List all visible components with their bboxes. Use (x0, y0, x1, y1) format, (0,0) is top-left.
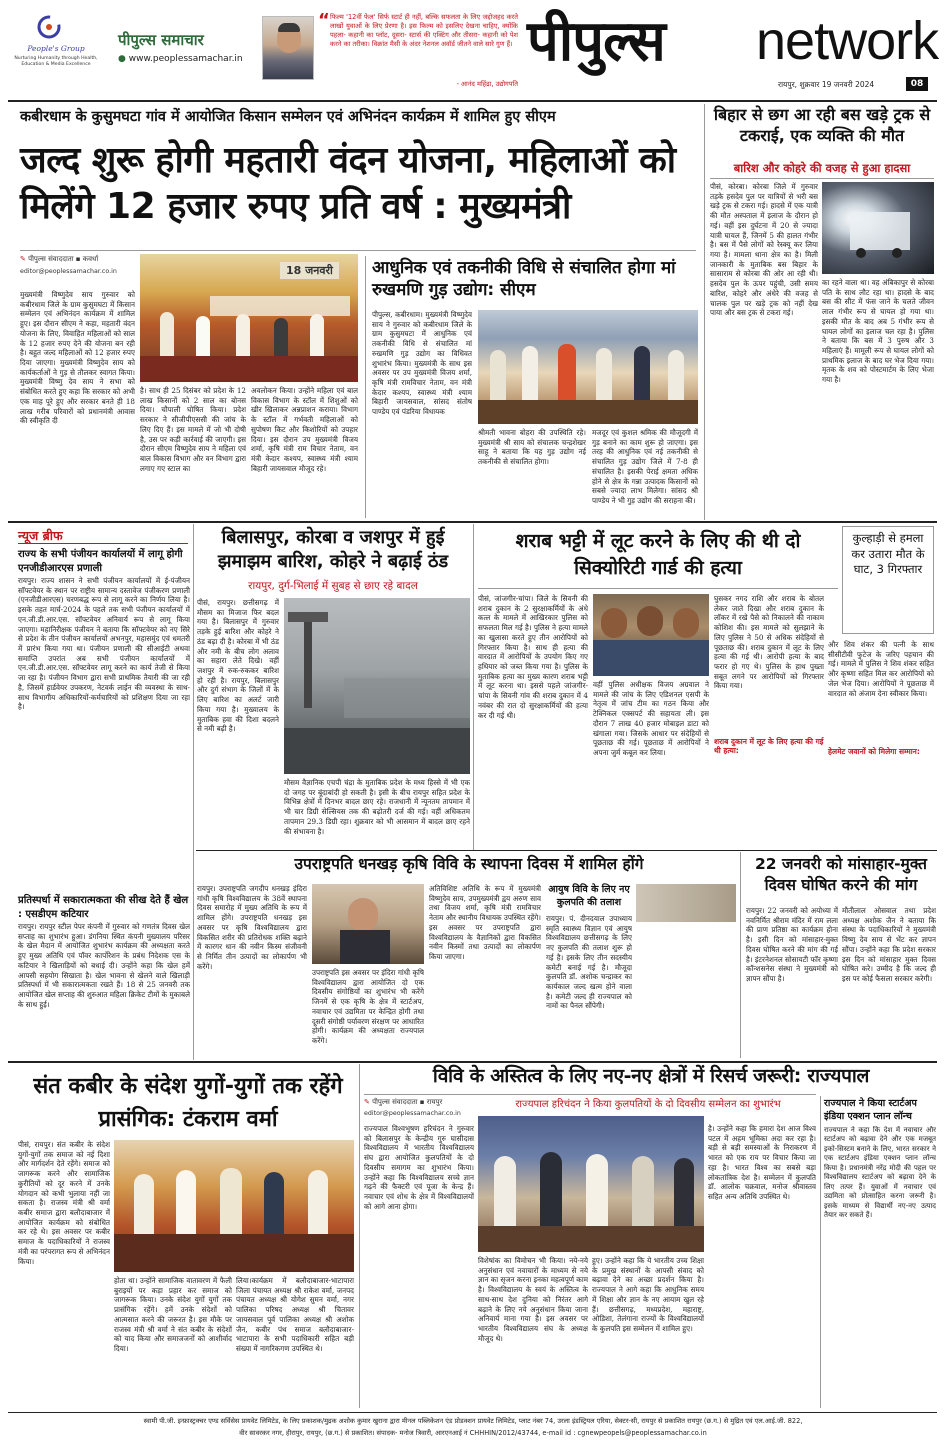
anand-mahindra-photo (262, 16, 314, 80)
vp-photo (312, 884, 424, 964)
rain-column-1: पीसं, रायपुर। छत्तीसगढ़ में मौसम का मिजाज फिर बदल गया है। बिलासपुर में गुरुवार तड़के हुई बारिश और कोहरे ने ठंड बढ़ा दी है। कोरबा में भी ठंड और नमी के बीच लोग अलाव का सहारा लेते दिखे। वहीं जशपुर में रुक-रुककर बारिश हो रही है। रायपुर, बिलासपुर और दुर्ग संभाग के जिलों में के लिए बारिश का अलर्ट जारी किया गया है। मुख्यालय के मुताबिक हवा की दिशा बदलने से नमी बढ़ी है। (197, 598, 279, 734)
rain-divider (473, 524, 474, 850)
univ-column-2: विशेषांक का विमोचन भी किया। नये-नये अनुसंधान एवं नवाचारों के माध्यम से नये ज्ञान का सृजन करना इनका महत्वपूर्ण काम है। विश्वविद्यालय के स्वयं के अस्तित्व के साथ-साथ देश दुनिया को निरंतर आगे बढ़ाने के लिए नये अनुसंधान किया जाना अनिवार्य माना गया है। इस अवसर पर भारतीय विश्वविद्यालय संघ के अध्यक्ष मौजूद थे। (478, 1256, 588, 1343)
kabir-column-1: पीसं, रायपुर। संत कबीर के संदेश युगों-युगों तक समाज को नई दिशा और मार्गदर्शन देते रहेंगे। समाज को जागरूक करने और सामाजिक कुरीतियों को दूर करने में उनके योगदान को कभी भुलाया नहीं जा सकता है। राजस्व मंत्री श्री वर्मा कबीर समाज द्वारा बलौदाबाजार में आयोजित कार्यक्रम को संबोधित कर रहे थे। इस अवसर पर कबीर समाज के पदाधिकारियों ने राजस्व मंत्री का परंपरागत रूप से अभिनंदन किया। (18, 1140, 110, 1266)
axe-box (842, 526, 934, 634)
lead-column-2: है। साथ ही 25 दिसंबर को प्रदेश के 12 लाख किसानों को 2 साल का बोनस दिया। चौपाली घोषित किया। प्रदेश सरकार ने सीजीपीएससी की जांच के लिए दिए हैं। इस मामले में जो भी दोषी है, उस पर कड़ी कार्रवाई की जाएगी। इस दौरान सीएम विष्णुदेव साय ने महिला एवं बाल विकास विभाग और वन विभाग द्वारा लगाए गए स्टाल का (140, 386, 246, 473)
group-tagline: Nurturing Humanity through Health, Education & Media Excellence (14, 56, 98, 67)
peoples-group-logo (36, 14, 62, 40)
liquor-accused-photo (593, 594, 709, 676)
kabir-headline: संत कबीर के संदेश युगों-युगों तक रहेंगे प्रासंगिक: टंकराम वर्मा (33, 1074, 343, 1132)
ayush-body: रायपुर। पं. दीनदयाल उपाध्याय स्मृति स्वास्थ्य विज्ञान एवं आयुष विश्वविद्यालय छत्तीसगढ़ के लिए नए कुलपति की तलाश शुरू हो गई है। इसके लिए तीन सदस्यीय कमेटी बनाई गई है। मौजूदा कुलपति डॉ. अशोक चन्द्राकर का कार्यकाल जल्द खत्म होने वाला है। कमेटी जल्द ही राज्यपाल को नामों का पैनल सौंपेगी। (546, 914, 632, 1011)
startup-divider (820, 1096, 821, 1408)
dateline: रायपुर, शुक्रवार 19 जनवरी 2024 (778, 80, 875, 89)
brief-headline-2: प्रतिस्पर्धा में सकारात्मकता की सीख देते हैं खेल : एसडीएम कटियार (18, 895, 189, 920)
univ-byline: ✎ पीपुल्स संवाददाता ▪ रायपुर (364, 1098, 443, 1106)
truck-headline: बिहार से छग आ रही बस खड़े ट्रक से टकराई, एक व्यक्ति की मौत (713, 105, 931, 145)
quote-author: - आनंद महिंद्रा, उद्योगपति (456, 80, 518, 88)
kabir-column-3: लिया।कार्यक्रम में बलौदाबाजार-भाटापारा जिला पंचायत अध्यक्ष श्री राकेश वर्मा, जनपद पंचायत अध्यक्ष श्री योगेश सुमन वर्मा, नगर पालिका परिषद अध्यक्ष श्री चितावर जायसवाल पूर्व पालिका अध्यक्ष श्री अशोक जैन, कबीर पंथ समाज बलौदाबाजार-भाटापारा के सभी पदाधिकारी सहित बड़ी संख्या में नागरिकगण उपस्थित थे। (236, 1276, 354, 1354)
univ-subhead: राज्यपाल हरिचंदन ने किया कुलपतियों के दो दिवसीय सम्मेलन का शुभारंभ (515, 1099, 781, 1110)
univ-byline-name: पीपुल्स संवाददाता (372, 1098, 418, 1106)
univ-column-4: है। उन्होंने कहा कि हमारा देश आज विश्व पटल में अहम भूमिका अदा कर रहा है। बड़ी से बड़ी समस्याओं के निराकरण में भारत को एक राय पर विचार किया जा रहा है। भारत विश्व का सबसे बड़ा लोकतांत्रिक देश है। सम्मेलन में कुलपति डॉ. आलोक चक्रवाल, मनोज श्रीवास्तव सहित अन्य अतिथि उपस्थित थे। (708, 1124, 816, 1202)
univ-rule (364, 1094, 816, 1095)
lead-headline: जल्द शुरू होगी महतारी वंदन योजना, महिलाओं को मिलेंगे 12 हजार रुपए प्रति वर्ष : मुख्यमंत्री (20, 140, 676, 228)
pen-icon: ✎ (364, 1098, 370, 1106)
footer-imprint-2: वीर सावरकर नगर, हीरापुर, रायपुर, (छ.ग.) से प्रकाशित। संपादक- मनोज त्रिवारी, आरएनआई नं CHHHIN/2012/43744, e-mail id : cgnewpeopels@peoplessamachar.co.in (239, 1429, 707, 1437)
axe-headline: कुल्हाड़ी से हमला कर उतारा मौत के घाट, 3 गिरफ्तार (851, 531, 925, 577)
lead-photo-banner: 18 जनवरी (280, 262, 339, 279)
lead-kicker: कबीरधाम के कुसुमघटा गांव में आयोजित किसान सम्मेलन एवं अभिनंदन कार्यक्रम में शामिल हुए सीएम (20, 109, 556, 125)
vp-headline: उपराष्ट्रपति धनखड़ कृषि विवि के स्थापना दिवस में शामिल होंगे (294, 855, 644, 873)
row3-rule (8, 1061, 937, 1063)
vp-column-2: उपराष्ट्रपति इस अवसर पर इंदिरा गांधी कृषि विश्वविद्यालय द्वारा आयोजित दो एक दिवसीय संगोष्ठियों का शुभारंभ भी करेंगे जिनमें से एक कृषि के क्षेत्र में स्टार्टअप, नवाचार एवं उद्यमिता पर केन्द्रित होगी तथा दूसरी संगोष्ठी पर्यावरण संरक्षण पर आधारित होगी। कार्यक्रम की अध्यक्षता राज्यपाल करेंगे। (312, 968, 424, 1046)
liquor-rule (478, 588, 838, 589)
footer-imprint-1: स्वामी पी.जी. इन्फ्रास्ट्रक्चर एण्ड सर्विसेस प्रायवेट लिमिटेड, के लिए प्रकाशक/मुद्रक अशोक कुमार खुराना द्वारा मीनल पब्लिकेशन एंड प्रोडक्शन प्रायवेट लिमिटेड, प्लाट नंबर 74, उरला इंडस्ट्रियल एरिया, सेक्टर-सी, रायपुर से प्रकाशित रायपुर (छ.ग.) से मुद्रित एवं एल.आई.जी. 822, (143, 1417, 803, 1425)
news-brief-label: न्यूज ब्रीफ (18, 528, 63, 543)
featured-quote: फिल्म '12वीं फेल' सिर्फ स्टार्ट ही नहीं, बल्कि सफलता के लिए जद्दोजहद करते लाखों युवाओं के लिए प्रेरणा है। इस फिल्म को इसलिए देखना चाहिए, क्योंकि पहला- कहानी का प्लॉट, दूसरा- स्टार्स की एक्टिंग और तीसरा- कहानी को पेश करने का तरीका। विक्रांत मैसी के अंदर नेशनल अवॉर्ड जीतने वाले सारे गुण हैं। (330, 13, 518, 48)
gud-photo (478, 310, 698, 424)
vp-column-3: अतिविशिष्ट अतिथि के रूप में मुख्यमंत्री विष्णुदेव साय, उपमुख्यमंत्री द्वय अरुण साव तथा विजय शर्मा, कृषि मंत्री रामविचार नेताम और स्थानीय विधायक उपस्थित रहेंगे। इस अवसर पर उपराष्ट्रपति द्वारा विश्वविद्यालय के वैज्ञानिकों द्वारा विकसित नवीन किस्मों तथा उत्पादों का लोकार्पण किया जाएगा। (429, 884, 541, 962)
brief-divider (193, 524, 194, 1060)
row2-rule (196, 850, 937, 851)
right-column-divider (704, 104, 705, 520)
lead-rule (20, 250, 696, 251)
brief-headline-1: राज्य के सभी पंजीयन कार्यालयों में लागू होगी एनजीडीआरएस प्रणाली (18, 549, 183, 574)
univ-column-1: राज्यपाल विश्वभूषण हरिचंदन ने गुरुवार को बिलासपुर के केन्द्रीय गुरु घासीदास विश्वविद्यालय में भारतीय विश्वविद्यालय संघ द्वारा आयोजित कुलपतियों के दो दिवसीय समागम का शुभारंभ किया। उन्होंने कहा कि विश्वविद्यालय सच्चे ज्ञान गढ़ने की फैक्टरी एवं पूजा के केन्द्र हैं। नवाचार एवं शोध के क्षेत्र में विश्वविद्यालयों को आगे आना होगा। (364, 1124, 474, 1211)
brief-body-2: रायपुर। रायपुर स्टील पेपर कंपनी में गुरुवार को गणतंत्र दिवस खेल सप्ताह का शुभारंभ हुआ। डंगनिया स्थित कंपनी मुख्यालय परिसर के खेल मैदान में आयोजित शुभारंभ कार्यक्रम की अध्यक्षता करते हुए मुख्य अतिथि एवं पॉवर कार्पोरेशन के प्रबंध निदेशक एस के कटियार ने खिलाड़ियों को बधाई दी। उन्होंने कहा कि खेल हमें आपसी सहयोग सिखाता है। खेल भावना से खेलने वाले खिलाड़ी प्रतिस्पर्धा में भी सकारात्मकता रखते हैं। 18 से 25 जनवरी तक आयोजित खेल सप्ताह की शुरुआत महिला क्रिकेट टीमों के मुकाबले के साथ हुई। (18, 922, 190, 1009)
truck-rule (710, 178, 934, 179)
lead-photo (140, 254, 358, 382)
kabir-photo (114, 1140, 354, 1272)
page-number: 08 (906, 77, 928, 91)
kabir-column-2: होता था। उन्होंने सामाजिक वातावरण में फैली बुराइयों पर कड़ा प्रहार कर समाज को जागरूक किया। उनके संदेश युगों युगों तक प्रासंगिक रहेंगे। हमें उनके संदेशों को आत्मसात करने की जरूरत है। इस मौके पर राजस्व मंत्री श्री वर्मा ने संत कबीर के संदेशों को याद किया और समाजजनों को आशीर्वाद दिया। (114, 1276, 232, 1354)
network-title-english: network (756, 11, 939, 71)
univ-byline-place: रायपुर (426, 1098, 443, 1106)
lead-column-1: मुख्यमंत्री विष्णुदेव साय गुरुवार को कबीरधाम जिले के ग्राम कुसुमघटा में किसान सम्मेलन एवं अभिनंदन कार्यक्रम में शामिल हुए। इस दौरान सीएम ने कहा, महतारी वंदन योजना के लिए, विवाहित महिलाओं को साल के 12 हजार रुपए देने की योजना बन रही है। बहुत जल्द महिलाओं को 12 हजार रुपए दिया जाएगा। मुख्यमंत्री विष्णुदेव साय को कार्यकर्ताओं ने गुड़ से तौलकर स्वागत किया। मुख्यमंत्री विष्णु देव साय ने सभा को संबोधित करते हुए कहा कि सरकार को अभी एक माह पूरे हुए और सरकार बनते ही 18 लाख गरीब परिवारों को प्रधानमंत्री आवास की स्वीकृति दी (20, 290, 135, 426)
liquor-subhead-1: शराब दुकान में लूट के लिए हत्या की गई थी हत्या: (714, 737, 824, 755)
samachar-website[interactable] (118, 54, 243, 64)
liquor-column-4: और शिव शंकर की पत्नी के साथ सीसीटीवी फुटेज के जरिए पहचान की गई। मामले में पुलिस ने शिव शंकर सहित और कृष्णा सहित मिल कर आरोपियों को जेल भेज दिया। आरोपियों ने पूछताछ में वारदात को अंजाम देना स्वीकार किया। (828, 640, 934, 698)
gud-column-1: पीपुल्स, कबीरधाम। मुख्यमंत्री विष्णुदेव साय ने गुरुवार को कबीरधाम जिले के ग्राम कुसुमघटा में आधुनिक एवं तकनीकी विधि से संचालित मां रुखमणि गुड़ उद्योग का विधिवत शुभारंभ किया। मुख्यमंत्री के साथ इस अवसर पर उप मुख्यमंत्री विजय शर्मा, कृषि मंत्री रामविचार नेताम, वन मंत्री केदार कश्यप, स्वास्थ्य मंत्री श्याम बिहारी जायसवाल, सांसद संतोष पाण्डेय एवं पंडरिया विधायक (372, 310, 472, 417)
gud-divider (365, 256, 366, 518)
peoples-group-name: People's Group (27, 44, 85, 53)
rain-subhead: रायपुर, दुर्ग-भिलाई में सुबह से छाए रहे बादल (248, 580, 418, 592)
liquor-headline: शराब भट्टी में लूट करने के लिए की थी दो सिक्योरिटी गार्ड की हत्या (515, 530, 801, 579)
liquor-subhead-2: हेलमेट जवानों को मिलेगा सम्मान: (828, 747, 920, 756)
quote-mark-icon: “ (318, 10, 330, 31)
liquor-column-1: पीसं, जांजगीर-चांपा। जिले के सिवनी की शराब दुकान के 2 सुरक्षाकर्मियों के अंधे कत्ल के मामले में आखिरकार पुलिस को सफलता मिल गई है। पुलिस ने हत्या मामले का खुलासा करते हुए तीन आरोपियों को गिरफ्तार किया है। साथ ही हत्या की वारदात में आरोपियों के उपयोग किए गए हथियार को जब्त किया गया है। पुलिस के मुताबिक हत्या का मुख्य कारण शराब भट्टी में लूट करना था। इससे पहले जांजगीर-चांपा के सिवनी गांव की शराब दुकान में 4 नवंबर की रात दो सुरक्षाकर्मियों की हत्या कर दी गई थी। (478, 594, 588, 720)
gud-column-3: मजदूर एवं कुशल श्रमिक की मौजूदगी में गुड़ बनाने का काम शुरू हो जाएगा। इस तरह की आधुनिक एवं नई तकनीकी से संचालित गुड़ उद्योग जिले में 7-8 ही संचालित है। इसकी पेराई क्षमता अधिक होने से क्षेत्र के गन्ना उत्पादक किसानों को सबसे ज्यादा लाभ मिलेगा। सांसद श्री पाण्डेय ने भी गुड़ उद्योग की सराहना की। (592, 428, 698, 506)
lead-column-3: अवलोकन किया। उन्होंने महिला एवं बाल विकास विभाग के स्टॉल में शिशुओं को खीर खिलाकर अन्नप्राशन कराया। विभाग के स्टॉल में गर्भवती महिलाओं को सुपोषण किट और किशोरियों को उपहार दिया। इस दौरान उप मुख्यमंत्री विजय शर्मा, कृषि मंत्री राम विचार नेताम, वन मंत्री केदार कश्यप, स्वास्थ्य मंत्री श्याम बिहारी जायसवाल मौजूद रहे। (251, 386, 358, 473)
lead-byline: ✎ पीपुल्स संवाददाता ▪ कवर्धा (20, 255, 99, 263)
univ-column-3: हुए। उन्होंने कहा कि ये भारतीय उच्च शिक्षा के प्रमुख संस्थानों के आपसी संवाद को बढ़ावा देने का अच्छा प्रदर्शन किया है। राज्यपाल ने आगे कहा कि आधुनिक समय में शिक्षा और ज्ञान के नए आयाम खुल रहे हैं। छत्तीसगढ़, मध्यप्रदेश, महाराष्ट्र, ओडिशा, तेलंगाना राज्यों के विश्वविद्यालयों के कुलपति इस सम्मेलन में शामिल हुए। (592, 1256, 704, 1334)
footer-rule (8, 1412, 937, 1413)
nonveg-headline: 22 जनवरी को मांसाहार-मुक्त दिवस घोषित करने की मांग (755, 855, 927, 894)
univ-email[interactable]: editor@peoplessamachar.co.in (364, 1110, 461, 1117)
kabir-divider (359, 1064, 360, 1408)
truck-column-1: पीसं, कोरबा। कोरबा जिले में गुरुवार तड़के हसदेव पुल पर यात्रियों से भरी बस खड़े ट्रक से टकरा गई। हादसे में एक यात्री की मौत अस्पताल में इलाज के दौरान हो गई। वहीं इस दुर्घटना में 20 से ज्यादा यात्री घायल हैं, जिनमें 5 की हालत गंभीर है। बस में पैसे लोगों को रेस्क्यू कर लिया गया है। मामला थाना क्षेत्र का है। मिली जानकारी के मुताबिक बस बिहार के सासाराम से कोरबा की ओर आ रही थी। हसदेव पुल के ऊपर पहुंची, उसी समय बारिश, कोहरे और अंधेरे की वजह से चालक पुल पर खड़े ट्रक को नहीं देख पाया और बस ट्रक से टकरा गई। (710, 182, 818, 318)
startup-body: राज्यपाल ने कहा कि देश में नवाचार और स्टार्टअप को बढ़ावा देने और एक मजबूत इको-सिस्टम बनाने के लिए, भारत सरकार ने एक स्टार्टअप इंडिया एक्शन प्लान लॉन्च किया है। प्रधानमंत्री नरेंद्र मोदी की पहल पर विश्वविद्यालय स्टार्टअप को बढ़ावा देने के लिए तत्पर हैं। युवाओं में नवाचार एवं उद्यमिता को प्रोत्साहित करना जरूरी है। इसके माध्यम से विद्यार्थी नए-नए उत्पाद तैयार कर सकते हैं। (824, 1126, 936, 1219)
network-title-hindi: पीपुल्स (527, 9, 665, 74)
liquor-column-3: घुसकर नगद राशि और शराब के बोतल लेकर जाते दिखा और शराब दुकान के लॉकर में रखे पैसे को निकालने की नाकाम कोशिश की। इस मामले को सुलझाने के लिए पुलिस ने 50 से अधिक संदेहियों से पूछताछ की। शराब दुकान में लूट के लिए हत्या की गई थी। आरोपी हत्या के बाद फरार हो गए थे। पुलिस के हाथ पुख्ता सबूत लगने पर आरोपियों को गिरफ्तार किया गया। (714, 594, 824, 691)
gud-photo-caption: श्रीमती भावना बोहरा की उपस्थिति रहे। मुख्यमंत्री श्री साय को संचालक चन्द्रशेखर साहू ने बताया कि यह गुड़ उद्योग नई तकनीकी से संचालित होगा। (478, 428, 586, 467)
truck-column-2: का रहने वाला था। वह अंबिकापुर से कोरबा पति के साथ लौट रहा था। हादसे के बाद बस की सीट में फंस जाने के चलते जीवन लाल गंभीर रूप से घायल हो गया था। इसकी मौत के बाद अब 5 गंभीर रूप से घायल लोगों का इलाज चल रहा है। पुलिस ने बताया कि बस में 3 पुरुष और 3 महिलाएं हैं। मामूली रूप से घायल लोगों को प्राथमिक इलाज के बाद घर भेज दिया गया। मृतक के शव को पोस्टमार्टम के लिए भेजा गया है। (822, 278, 934, 385)
startup-headline: राज्यपाल ने किया स्टार्टअप इंडिया एक्शन प्लान लॉन्च (824, 1098, 917, 1122)
peoples-group-emblem-icon (36, 14, 62, 40)
ayush-photo (636, 884, 736, 922)
univ-headline: विवि के अस्तित्व के लिए नए-नए क्षेत्रों में रिसर्च जरूरी: राज्यपाल (432, 1065, 870, 1087)
vp-divider (740, 852, 741, 1058)
univ-photo (478, 1116, 704, 1252)
rain-headline: बिलासपुर, कोरबा व जशपुर में हुई झमाझम बारिश, कोहरे ने बढ़ाई ठंड (217, 527, 449, 572)
ayush-headline: आयुष विवि के लिए नए कुलपति की तलाश (548, 884, 630, 908)
truck-subhead: बारिश और कोहरे की वजह से हुआ हादसा (733, 161, 911, 175)
lead-email[interactable]: editor@peoplessamachar.co.in (20, 268, 117, 275)
masthead (0, 0, 945, 106)
liquor-column-2: वहीं पुलिस अधीक्षक विजय अग्रवाल ने मामले की जांच के लिए एडिशनल एसपी के नेतृत्व में जांच टीम का गठन किया और टेक्निकल एक्सपर्ट की सहायता ली। इस दौरान 7 लाख 40 हजार मोबाइल डाटा को खंगाला गया। जिसके आधार पर संदेहियों से पूछताछ की गई। पूछताछ में आरोपियों ने अपना जुर्म कबूल कर लिया। (593, 680, 709, 758)
nonveg-column-2: मौतीलाल ओसवाल तथा प्रदेश अध्यक्ष अशोक जैन ने बताया कि संस्था के पदाधिकारियों ने मुख्यमंत्री विष्णु देव साय से भेंट कर ज्ञापन सौंपा। उन्होंने कहा कि प्रदेश सरकार इस दिन को मांसाहार मुक्त दिवस घोषित करे। उम्मीद है कि जल्द ही इस पर कोई फैसला सरकार करेगी। (842, 906, 936, 984)
masthead-rule (8, 100, 937, 102)
pen-icon: ✎ (20, 255, 26, 263)
truck-photo (822, 182, 934, 274)
globe-icon: ● (118, 54, 126, 64)
rain-column-2: मौसम वैज्ञानिक एचपी चंद्रा के मुताबिक प्रदेश के मध्य हिस्से में भी एक दो जगह पर बूंदाबांदी हो सकती है। इसी के बीच रायपुर सहित प्रदेश के विभिन्न क्षेत्रों में दिनभर बादल छाए रहे। राजधानी में न्यूनतम तापमान में भी चार डिग्री सेल्सियस तक की बढ़ोतरी दर्ज की गई। वहीं अधिकतम तापमान 29.3 डिग्री रहा। शुक्रवार को भी आसमान में बादल छाए रहने की संभावना है। (284, 778, 470, 836)
gud-headline: आधुनिक एवं तकनीकी विधि से संचालित होगा मां रुखमणि गुड़ उद्योग: सीएम (372, 258, 676, 301)
lead-byline-place: कवर्धा (82, 255, 99, 263)
nonveg-column-1: रायपुर। 22 जनवरी को अयोध्या में नवनिर्मित श्रीराम मंदिर में राम लला की प्राण प्रतिष्ठा का कार्यक्रम होना है। इसी दिन को मांसाहार-मुक्त दिवस घोषित करने की मांग की गई है। इंटरनेशनल सोसायटी फॉर कृष्णा कॉन्शसनेस संस्था ने मुख्यमंत्री को ज्ञापन सौंपा है। (746, 906, 838, 984)
rain-photo (284, 598, 470, 774)
website-link[interactable]: www.peoplessamachar.in (128, 54, 243, 64)
lead-byline-name: पीपुल्स संवाददाता (28, 255, 74, 263)
brief-label-rule (18, 543, 188, 544)
samachar-logo: पीपुल्स समाचार (118, 31, 204, 49)
row1-rule (8, 521, 937, 523)
vp-column-1: रायपुर। उपराष्ट्रपति जगदीप धनखड़ इंदिरा गांधी कृषि विश्वविद्यालय के 38वें स्थापना दिवस समारोह में मुख्य अतिथि के रूप में शामिल होंगे। उपराष्ट्रपति धनखड़ इस अवसर पर कृषि विश्वविद्यालय द्वारा विकसित शरीर की प्रतिरोधक शक्ति बढ़ाने में कारगर धान की नवीन किस्म संजीवनी से निर्मित तीन उत्पादों का लोकार्पण भी करेंगे। (197, 884, 307, 971)
brief-body-1: रायपुर। राज्य शासन ने सभी पंजीयन कार्यालयों में ई-पंजीयन सॉफ्टवेयर के स्थान पर राष्ट्रीय सामान्य दस्तावेज पंजीकरण प्रणाली (एनजीडीआरएस) चरणबद्ध रूप से लागू करने का निर्णय लिया है। इसके तहत मार्च-2024 के पहले तक सभी पंजीयन कार्यालयों में एन.जी.डी.आर.एस. सॉफ्टवेयर अनिवार्य रूप से लागू किया जाएगा। महानिरीक्षक पंजीयन ने बताया कि सॉफ्टवेयर को नए सिरे से प्रदेश के तीन पंजीयन कार्यालयों अभनपुर, महासमुंद एवं धमतरी में प्रारंभ किया गया था। पंजीयन प्रणाली की सीआईटी अथवा समाप्ति उपरांत अब सभी पंजीयन कार्यालयों में एन.जी.डी.आर.एस. सॉफ्टवेयर लागू करने का कार्य तेजी से किया जा रहा है। पंजीयन विभाग द्वारा सभी प्राथमिक तैयारी की जा रही है, जिसमें हार्डवेयर उपकरण, नेटवर्क लाईन की व्यवस्था के साथ-साथ विभागीय अधिकारियों-कर्मचारियों को प्रशिक्षण दिया जा रहा है। (18, 576, 190, 712)
